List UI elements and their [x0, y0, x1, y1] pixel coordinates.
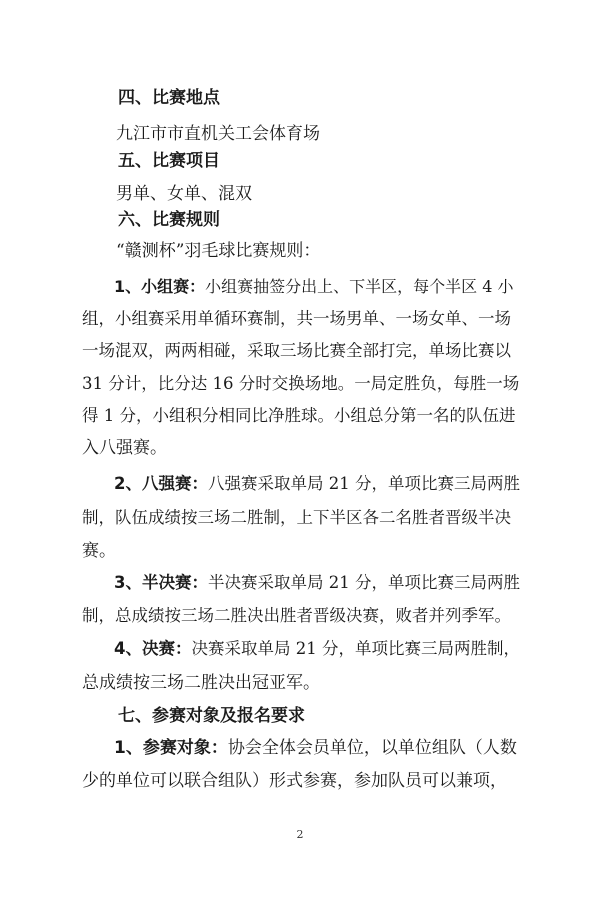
section-heading-venue: 四、比赛地点: [118, 88, 220, 108]
rule2-lead: 2、八强赛：: [114, 474, 208, 493]
section-heading-rules: 六、比赛规则: [118, 210, 220, 230]
rule4-line2: 总成绩按三场二胜决出冠亚军。: [82, 673, 320, 693]
rule1-line5: 得 1 分，小组积分相同比净胜球。小组总分第一名的队伍进: [82, 406, 516, 425]
rule4-line1: 4、决赛：决赛采取单局 21 分，单项比赛三局两胜制，: [114, 639, 520, 658]
section-heading-eligibility: 七、参赛对象及报名要求: [118, 706, 305, 726]
elig1-line1: 1、参赛对象：协会全体会员单位，以单位组队（人数: [114, 738, 517, 758]
rule2-line2: 制，队伍成绩按三场二胜制，上下半区各二名胜者晋级半决: [82, 508, 511, 527]
page-number: 2: [296, 828, 304, 841]
elig1-lead: 1、参赛对象：: [114, 738, 228, 758]
rule4-lead: 4、决赛：: [114, 639, 192, 658]
elig1-line2: 少的单位可以联合组队）形式参赛，参加队员可以兼项，: [82, 771, 507, 791]
rule3-lead: 3、半决赛：: [114, 573, 208, 592]
rule2-line3: 赛。: [82, 541, 116, 561]
rule2-line1: 2、八强赛：八强赛采取单局 21 分，单项比赛三局两胜: [114, 474, 520, 493]
rule1-line4: 31 分计，比分达 16 分时交换场地。一局定胜负，每胜一场: [82, 374, 520, 393]
rules-intro: “赣测杯”羽毛球比赛规则：: [116, 241, 321, 261]
rule3-line2: 制，总成绩按三场二胜决出胜者晋级决赛，败者并列季军。: [82, 606, 511, 625]
events-text: 男单、女单、混双: [116, 184, 252, 204]
rule3-line1: 3、半决赛：半决赛采取单局 21 分，单项比赛三局两胜: [114, 573, 520, 592]
section-heading-events: 五、比赛项目: [118, 151, 220, 171]
rule1-line3: 一场混双，两两相碰，采取三场比赛全部打完，单场比赛以: [82, 341, 511, 360]
rule1-line6: 入八强赛。: [82, 438, 167, 458]
rule1-line2: 组，小组赛采用单循环赛制，共一场男单、一场女单、一场: [82, 309, 511, 328]
venue-text: 九江市市直机关工会体育场: [116, 124, 320, 144]
rule1-lead: 1、小组赛：: [114, 277, 206, 296]
rule1-line1: 1、小组赛：小组赛抽签分出上、下半区，每个半区 4 小: [114, 277, 514, 296]
